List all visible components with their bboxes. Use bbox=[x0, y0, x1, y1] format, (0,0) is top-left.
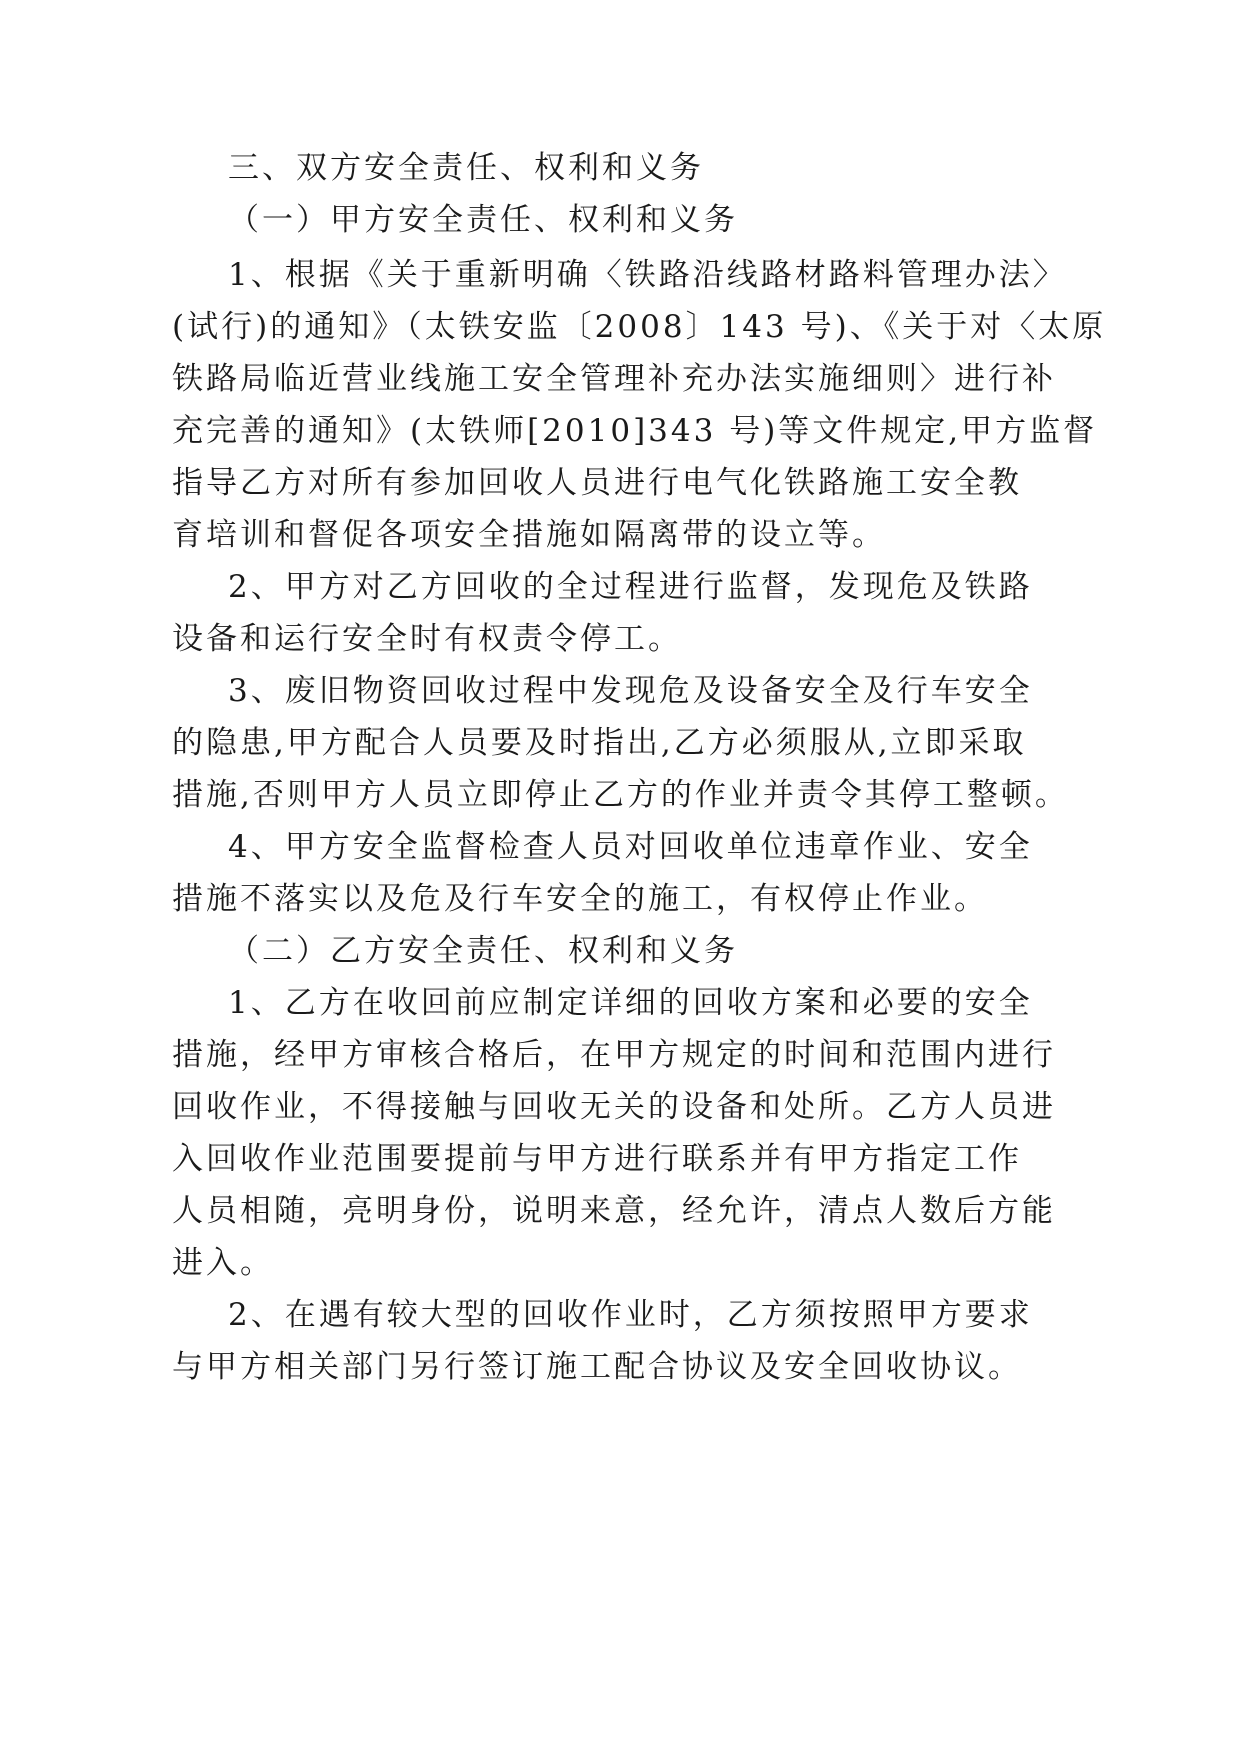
paragraph-line: 充完善的通知》(太铁师[2010]343 号)等文件规定,甲方监督 bbox=[172, 413, 1098, 449]
subsection-heading: （一）甲方安全责任、权利和义务 bbox=[228, 202, 738, 238]
paragraph-line: 与甲方相关部门另行签订施工配合协议及安全回收协议。 bbox=[172, 1349, 1022, 1385]
paragraph-line: 入回收作业范围要提前与甲方进行联系并有甲方指定工作 bbox=[172, 1141, 1022, 1177]
paragraph-line: 人员相随，亮明身份，说明来意，经允许，清点人数后方能 bbox=[172, 1193, 1056, 1229]
paragraph-line: 2、甲方对乙方回收的全过程进行监督，发现危及铁路 bbox=[228, 569, 1033, 605]
paragraph-line: 2、在遇有较大型的回收作业时，乙方须按照甲方要求 bbox=[228, 1297, 1033, 1333]
paragraph-line: (试行)的通知》（太铁安监〔2008〕143 号)、《关于对〈太原 bbox=[172, 309, 1107, 345]
paragraph-line: 措施不落实以及危及行车安全的施工，有权停止作业。 bbox=[172, 881, 988, 917]
paragraph-line: 育培训和督促各项安全措施如隔离带的设立等。 bbox=[172, 517, 886, 553]
paragraph-line: 措施,否则甲方人员立即停止乙方的作业并责令其停工整顿。 bbox=[172, 777, 1069, 813]
subsection-heading: （二）乙方安全责任、权利和义务 bbox=[228, 933, 738, 969]
paragraph-line: 设备和运行安全时有权责令停工。 bbox=[172, 621, 682, 657]
paragraph-line: 回收作业，不得接触与回收无关的设备和处所。乙方人员进 bbox=[172, 1089, 1056, 1125]
paragraph-line: 4、甲方安全监督检查人员对回收单位违章作业、安全 bbox=[228, 829, 1033, 865]
paragraph-line: 铁路局临近营业线施工安全管理补充办法实施细则〉进行补 bbox=[172, 361, 1056, 397]
paragraph-line: 指导乙方对所有参加回收人员进行电气化铁路施工安全教 bbox=[172, 465, 1022, 501]
paragraph-line: 1、乙方在收回前应制定详细的回收方案和必要的安全 bbox=[228, 985, 1033, 1021]
section-heading: 三、双方安全责任、权利和义务 bbox=[228, 150, 704, 186]
paragraph-line: 进入。 bbox=[172, 1245, 274, 1281]
paragraph-line: 措施，经甲方审核合格后，在甲方规定的时间和范围内进行 bbox=[172, 1037, 1056, 1073]
paragraph-line: 的隐患,甲方配合人员要及时指出,乙方必须服从,立即采取 bbox=[172, 725, 1027, 761]
paragraph-line: 1、根据《关于重新明确〈铁路沿线路材路料管理办法〉 bbox=[228, 257, 1067, 293]
paragraph-line: 3、废旧物资回收过程中发现危及设备安全及行车安全 bbox=[228, 673, 1033, 709]
